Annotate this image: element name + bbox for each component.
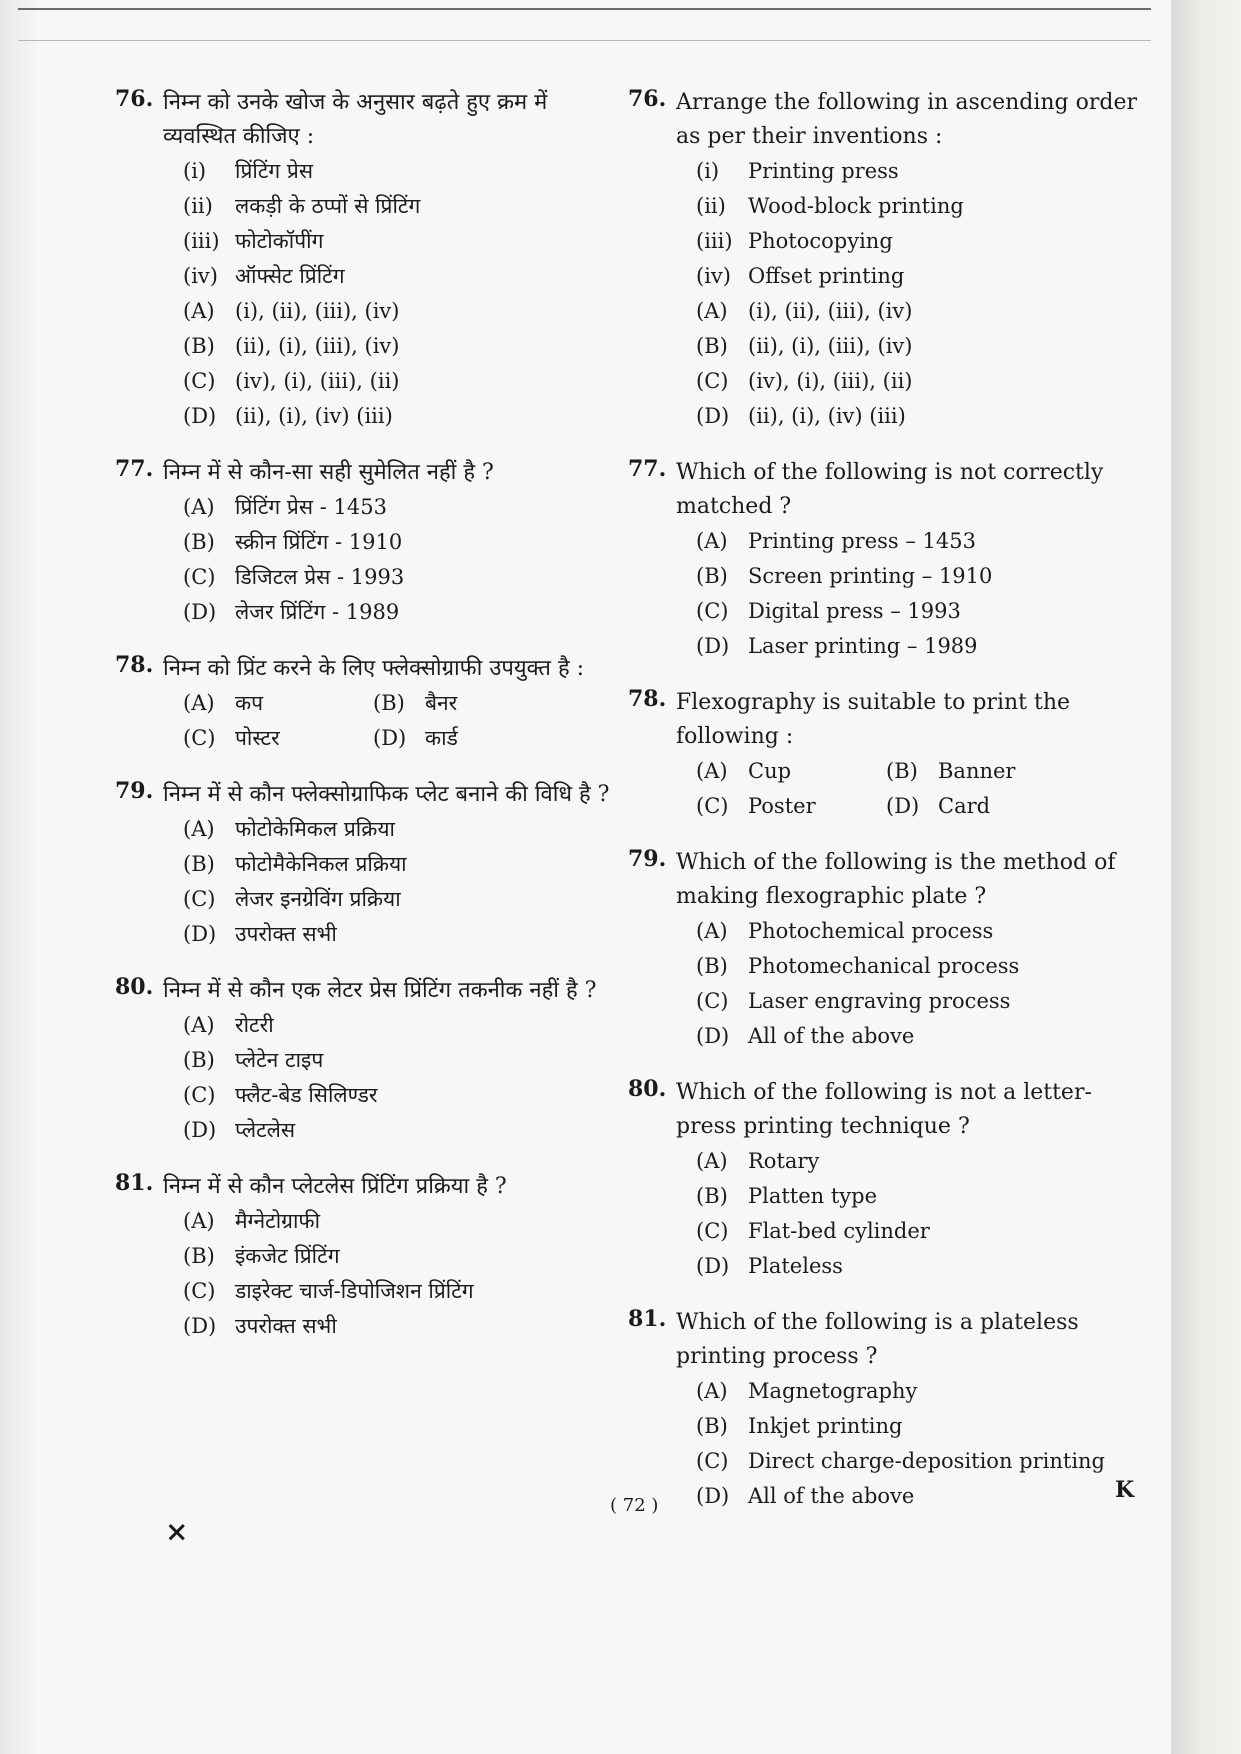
answer-option bbox=[696, 364, 1148, 399]
option-text: फोटोकेमिकल प्रक्रिया bbox=[235, 817, 395, 841]
question bbox=[628, 1076, 1148, 1284]
answer-option bbox=[696, 1444, 1148, 1479]
option-text: Poster bbox=[748, 794, 816, 818]
option-key: (D) bbox=[696, 1024, 730, 1048]
answer-option bbox=[696, 1374, 1148, 1409]
answer-option bbox=[886, 754, 1076, 789]
item-text: फोटोकॉपींग bbox=[235, 229, 324, 253]
option-key: (C) bbox=[183, 1083, 216, 1107]
list-item bbox=[696, 154, 1148, 189]
question-text: निम्न में से कौन प्लेटलेस प्रिंटिंग प्रक्रिया है ? bbox=[163, 1174, 507, 1199]
option-text: Laser printing – 1989 bbox=[748, 634, 978, 658]
option-text: डाइरेक्ट चार्ज-डिपोजिशन प्रिंटिंग bbox=[235, 1279, 474, 1303]
answer-option bbox=[696, 949, 1148, 984]
option-text: (iv), (i), (iii), (ii) bbox=[748, 369, 913, 393]
option-text: उपरोक्त सभी bbox=[235, 922, 337, 946]
option-text: (ii), (i), (iii), (iv) bbox=[748, 334, 913, 358]
option-text: Digital press – 1993 bbox=[748, 599, 961, 623]
item-text: Offset printing bbox=[748, 264, 905, 288]
question-text: Which of the following is the method of making flexographic plate ? bbox=[676, 850, 1116, 909]
answer-option bbox=[183, 1113, 615, 1148]
question-number: 79. bbox=[628, 846, 667, 872]
option-key: (B) bbox=[183, 334, 215, 358]
booklet-code: K bbox=[1115, 1477, 1135, 1503]
option-text: Magnetography bbox=[748, 1379, 918, 1403]
option-text: रोटरी bbox=[235, 1013, 274, 1037]
answer-option bbox=[183, 1239, 615, 1274]
item-key: (iv) bbox=[696, 264, 731, 288]
cross-mark: × bbox=[165, 1515, 189, 1548]
option-key: (A) bbox=[183, 299, 215, 323]
answer-option bbox=[183, 525, 615, 560]
option-key: (B) bbox=[183, 530, 215, 554]
answer-option bbox=[696, 399, 1148, 434]
option-text: Screen printing – 1910 bbox=[748, 564, 993, 588]
item-text: Printing press bbox=[748, 159, 899, 183]
option-key: (D) bbox=[183, 1314, 217, 1338]
answer-options bbox=[696, 754, 1148, 824]
answer-option bbox=[183, 294, 615, 329]
option-key: (A) bbox=[696, 299, 728, 323]
option-key: (C) bbox=[696, 794, 729, 818]
option-key: (B) bbox=[696, 1414, 728, 1438]
option-key: (C) bbox=[696, 1219, 729, 1243]
option-key: (B) bbox=[183, 852, 215, 876]
answer-options bbox=[183, 490, 615, 630]
answer-option bbox=[183, 595, 615, 630]
answer-option bbox=[696, 329, 1148, 364]
option-key: (D) bbox=[183, 600, 217, 624]
option-key: (B) bbox=[696, 1184, 728, 1208]
question-number: 81. bbox=[628, 1306, 667, 1332]
list-item bbox=[183, 154, 615, 189]
answer-option bbox=[696, 524, 1148, 559]
option-text: All of the above bbox=[748, 1484, 915, 1508]
answer-options bbox=[183, 1204, 615, 1344]
question bbox=[115, 86, 615, 434]
option-key: (A) bbox=[696, 1149, 728, 1173]
question-text: Which of the following is not a letter-press printing technique ? bbox=[676, 1080, 1092, 1139]
option-text: Photochemical process bbox=[748, 919, 994, 943]
answer-option bbox=[696, 1179, 1148, 1214]
item-key: (i) bbox=[183, 159, 207, 183]
question bbox=[628, 1306, 1148, 1514]
answer-options bbox=[696, 1374, 1148, 1514]
answer-option bbox=[183, 364, 615, 399]
option-key: (C) bbox=[696, 599, 729, 623]
option-text: Cup bbox=[748, 759, 792, 783]
question-number: 78. bbox=[115, 652, 154, 678]
item-key: (i) bbox=[696, 159, 720, 183]
option-text: All of the above bbox=[748, 1024, 915, 1048]
option-text: Card bbox=[938, 794, 991, 818]
answer-options bbox=[696, 294, 1148, 434]
answer-option bbox=[183, 686, 373, 721]
option-key: (D) bbox=[696, 1484, 730, 1508]
item-list bbox=[696, 154, 1148, 294]
option-text: (iv), (i), (iii), (ii) bbox=[235, 369, 400, 393]
option-key: (A) bbox=[696, 759, 728, 783]
answer-option bbox=[696, 594, 1148, 629]
option-key: (D) bbox=[183, 922, 217, 946]
answer-option bbox=[183, 329, 615, 364]
option-text: उपरोक्त सभी bbox=[235, 1314, 337, 1338]
option-key: (D) bbox=[696, 634, 730, 658]
option-text: Banner bbox=[938, 759, 1016, 783]
option-text: प्लेटेन टाइप bbox=[235, 1048, 324, 1072]
item-text: Wood-block printing bbox=[748, 194, 964, 218]
answer-option bbox=[183, 1204, 615, 1239]
question-number: 77. bbox=[115, 456, 154, 482]
question bbox=[115, 778, 615, 952]
answer-options bbox=[183, 1008, 615, 1148]
option-text: बैनर bbox=[425, 691, 458, 715]
option-text: फ्लैट-बेड सिलिण्डर bbox=[235, 1083, 378, 1107]
option-text: कप bbox=[235, 691, 264, 715]
answer-option bbox=[183, 882, 615, 917]
item-key: (iii) bbox=[696, 229, 733, 253]
answer-option bbox=[696, 1214, 1148, 1249]
option-key: (B) bbox=[696, 954, 728, 978]
option-key: (C) bbox=[696, 1449, 729, 1473]
answer-options bbox=[696, 914, 1148, 1054]
option-text: Platten type bbox=[748, 1184, 878, 1208]
list-item bbox=[183, 224, 615, 259]
question-number: 78. bbox=[628, 686, 667, 712]
question-text: निम्न में से कौन-सा सही सुमेलित नहीं है ? bbox=[163, 460, 494, 485]
option-text: फोटोमैकेनिकल प्रक्रिया bbox=[235, 852, 407, 876]
option-text: Flat-bed cylinder bbox=[748, 1219, 930, 1243]
option-key: (C) bbox=[183, 369, 216, 393]
question-text: Which of the following is a plateless printing process ? bbox=[676, 1310, 1079, 1369]
answer-option bbox=[183, 1043, 615, 1078]
option-key: (D) bbox=[696, 1254, 730, 1278]
question-number: 79. bbox=[115, 778, 154, 804]
option-key: (B) bbox=[183, 1244, 215, 1268]
option-text: लेजर इनग्रेविंग प्रक्रिया bbox=[235, 887, 401, 911]
item-key: (ii) bbox=[696, 194, 726, 218]
answer-option bbox=[183, 812, 615, 847]
option-key: (C) bbox=[183, 887, 216, 911]
question bbox=[115, 652, 615, 756]
item-list bbox=[183, 154, 615, 294]
item-text: ऑफ्सेट प्रिंटिंग bbox=[235, 264, 345, 288]
list-item bbox=[696, 189, 1148, 224]
option-text: Inkjet printing bbox=[748, 1414, 903, 1438]
option-text: (i), (ii), (iii), (iv) bbox=[235, 299, 400, 323]
question bbox=[115, 1170, 615, 1344]
option-text: Rotary bbox=[748, 1149, 820, 1173]
question-text: निम्न में से कौन फ्लेक्सोग्राफिक प्लेट बनाने की विधि है ? bbox=[163, 782, 610, 807]
answer-options bbox=[696, 1144, 1148, 1284]
question-text: निम्न को प्रिंट करने के लिए फ्लेक्सोग्राफी उपयुक्त है : bbox=[163, 656, 585, 681]
list-item bbox=[696, 259, 1148, 294]
question-number: 80. bbox=[628, 1076, 667, 1102]
question bbox=[628, 86, 1148, 434]
question-text: Arrange the following in ascending order as per their inventions : bbox=[676, 90, 1138, 149]
question-text: निम्न को उनके खोज के अनुसार बढ़ते हुए क्रम में व्यवस्थित कीजिए : bbox=[163, 90, 548, 149]
option-key: (A) bbox=[183, 1209, 215, 1233]
option-key: (D) bbox=[696, 404, 730, 428]
answer-option bbox=[696, 1409, 1148, 1444]
item-text: प्रिंटिंग प्रेस bbox=[235, 159, 314, 183]
answer-option bbox=[696, 1249, 1148, 1284]
option-key: (D) bbox=[373, 726, 407, 750]
english-column bbox=[628, 86, 1148, 1536]
answer-option bbox=[183, 847, 615, 882]
option-text: इंकजेट प्रिंटिंग bbox=[235, 1244, 340, 1268]
option-key: (C) bbox=[696, 369, 729, 393]
answer-options bbox=[183, 812, 615, 952]
question-number: 80. bbox=[115, 974, 154, 1000]
option-key: (A) bbox=[696, 1379, 728, 1403]
question-text: Which of the following is not correctly matched ? bbox=[676, 460, 1104, 519]
option-key: (D) bbox=[886, 794, 920, 818]
item-key: (iii) bbox=[183, 229, 220, 253]
list-item bbox=[696, 224, 1148, 259]
option-text: प्रिंटिंग प्रेस - 1453 bbox=[235, 495, 387, 519]
question bbox=[628, 846, 1148, 1054]
option-key: (C) bbox=[183, 565, 216, 589]
option-key: (A) bbox=[183, 1013, 215, 1037]
option-text: (ii), (i), (iv) (iii) bbox=[235, 404, 393, 428]
answer-option bbox=[183, 1309, 615, 1344]
option-key: (A) bbox=[183, 691, 215, 715]
answer-option bbox=[373, 721, 563, 756]
question-text: निम्न में से कौन एक लेटर प्रेस प्रिंटिंग तकनीक नहीं है ? bbox=[163, 978, 597, 1003]
option-text: (ii), (i), (iii), (iv) bbox=[235, 334, 400, 358]
answer-option bbox=[696, 294, 1148, 329]
option-text: (i), (ii), (iii), (iv) bbox=[748, 299, 913, 323]
answer-option bbox=[696, 789, 886, 824]
answer-option bbox=[696, 754, 886, 789]
option-key: (A) bbox=[696, 919, 728, 943]
list-item bbox=[183, 259, 615, 294]
option-text: कार्ड bbox=[425, 726, 458, 750]
question bbox=[628, 686, 1148, 824]
option-key: (A) bbox=[183, 495, 215, 519]
question-number: 76. bbox=[628, 86, 667, 112]
answer-option bbox=[183, 721, 373, 756]
question bbox=[115, 456, 615, 630]
answer-option bbox=[696, 559, 1148, 594]
answer-option bbox=[183, 1008, 615, 1043]
page-number: ( 72 ) bbox=[610, 1495, 659, 1516]
option-text: स्क्रीन प्रिंटिंग - 1910 bbox=[235, 530, 403, 554]
option-key: (D) bbox=[183, 1118, 217, 1142]
option-key: (C) bbox=[183, 726, 216, 750]
option-key: (C) bbox=[183, 1279, 216, 1303]
option-text: Laser engraving process bbox=[748, 989, 1011, 1013]
answer-option bbox=[183, 917, 615, 952]
answer-option bbox=[183, 490, 615, 525]
question bbox=[115, 974, 615, 1148]
option-text: डिजिटल प्रेस - 1993 bbox=[235, 565, 405, 589]
answer-option bbox=[696, 1479, 1148, 1514]
answer-options bbox=[183, 294, 615, 434]
question bbox=[628, 456, 1148, 664]
option-key: (B) bbox=[886, 759, 918, 783]
option-text: Direct charge-deposition printing bbox=[748, 1449, 1105, 1473]
item-text: लकड़ी के ठप्पों से प्रिंटिंग bbox=[235, 194, 421, 218]
answer-option bbox=[696, 1144, 1148, 1179]
option-key: (B) bbox=[183, 1048, 215, 1072]
option-text: Plateless bbox=[748, 1254, 843, 1278]
answer-option bbox=[373, 686, 563, 721]
question-number: 81. bbox=[115, 1170, 154, 1196]
answer-options bbox=[183, 686, 615, 756]
item-key: (iv) bbox=[183, 264, 218, 288]
option-key: (A) bbox=[696, 529, 728, 553]
option-text: मैग्नेटोग्राफी bbox=[235, 1209, 321, 1233]
option-text: (ii), (i), (iv) (iii) bbox=[748, 404, 906, 428]
option-text: Printing press – 1453 bbox=[748, 529, 976, 553]
option-text: पोस्टर bbox=[235, 726, 280, 750]
answer-option bbox=[696, 629, 1148, 664]
list-item bbox=[183, 189, 615, 224]
answer-options bbox=[696, 524, 1148, 664]
answer-option bbox=[183, 560, 615, 595]
option-key: (B) bbox=[373, 691, 405, 715]
answer-option bbox=[696, 914, 1148, 949]
option-text: प्लेटलेस bbox=[235, 1118, 296, 1142]
option-key: (B) bbox=[696, 564, 728, 588]
answer-option bbox=[183, 1078, 615, 1113]
option-text: लेजर प्रिंटिंग - 1989 bbox=[235, 600, 400, 624]
question-number: 77. bbox=[628, 456, 667, 482]
option-key: (D) bbox=[183, 404, 217, 428]
item-text: Photocopying bbox=[748, 229, 893, 253]
question-text: Flexography is suitable to print the following : bbox=[676, 690, 1071, 749]
option-text: Photomechanical process bbox=[748, 954, 1020, 978]
answer-option bbox=[696, 984, 1148, 1019]
item-key: (ii) bbox=[183, 194, 213, 218]
answer-option bbox=[183, 1274, 615, 1309]
option-key: (C) bbox=[696, 989, 729, 1013]
hindi-column bbox=[115, 86, 615, 1366]
answer-option bbox=[183, 399, 615, 434]
option-key: (A) bbox=[183, 817, 215, 841]
question-number: 76. bbox=[115, 86, 154, 112]
option-key: (B) bbox=[696, 334, 728, 358]
answer-option bbox=[886, 789, 1076, 824]
answer-option bbox=[696, 1019, 1148, 1054]
